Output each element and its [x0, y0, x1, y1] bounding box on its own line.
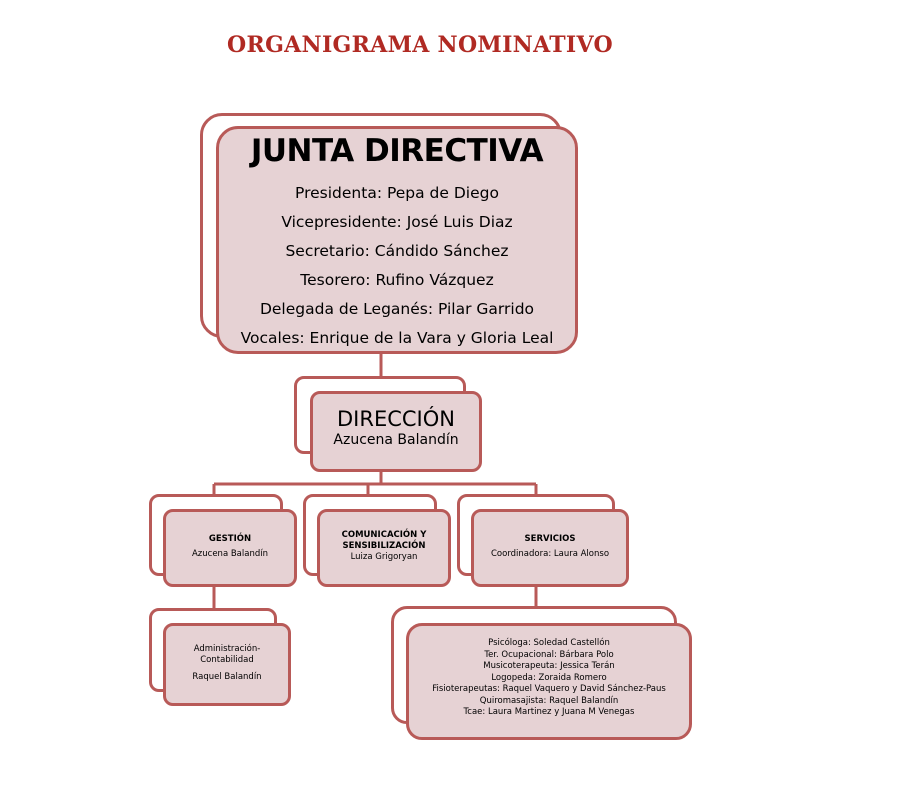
- comunicacion-heading-1: COMUNICACIÓN Y: [341, 530, 427, 540]
- junta-directiva-box: [216, 126, 578, 354]
- direccion-box: [310, 391, 482, 472]
- servicios-box: [471, 509, 629, 587]
- administracion-box: [163, 623, 291, 706]
- page-title: ORGANIGRAMA NOMINATIVO: [227, 32, 613, 58]
- staff-member: Logopeda: Zoraida Romero: [491, 672, 607, 683]
- staff-member: Psicóloga: Soledad Castellón: [488, 638, 610, 648]
- junta-member: Delegada de Leganés: Pilar Garrido: [259, 300, 535, 318]
- gestion-heading: GESTIÓN: [208, 534, 252, 544]
- gestion-name: Azucena Balandín: [191, 549, 268, 559]
- staff-member: Tcae: Laura Martinez y Juana M Venegas: [463, 707, 635, 717]
- junta-member: Presidenta: Pepa de Diego: [295, 184, 499, 202]
- junta-member: Tesorero: Rufino Vázquez: [300, 271, 494, 289]
- servicios-staff-box: [406, 623, 692, 740]
- junta-member: Vicepresidente: José Luis Diaz: [281, 213, 513, 231]
- servicios-coordinator: Coordinadora: Laura Alonso: [490, 549, 610, 559]
- comunicacion-box: [317, 509, 451, 587]
- junta-member: Secretario: Cándido Sánchez: [285, 242, 509, 260]
- direccion-name: Azucena Balandín: [333, 432, 459, 448]
- staff-member: Fisioterapeutas: Raquel Vaquero y David Sánchez-Paus: [432, 684, 666, 694]
- staff-member: Musicoterapeuta: Jessica Terán: [483, 661, 615, 671]
- gestion-box: [163, 509, 297, 587]
- administracion-name: Raquel Balandín: [192, 672, 262, 682]
- junta-directiva-heading: JUNTA DIRECTIVA: [250, 133, 544, 169]
- staff-member: Quiromasajista: Raquel Balandín: [479, 695, 619, 706]
- comunicacion-heading-2: SENSIBILIZACIÓN: [342, 541, 426, 551]
- comunicacion-name: Luiza Grigoryan: [350, 552, 418, 562]
- junta-directiva-members: [219, 179, 575, 353]
- administracion-label-1: Administración-: [193, 644, 261, 654]
- junta-member: Vocales: Enrique de la Vara y Gloria Leal: [240, 329, 554, 347]
- servicios-heading: SERVICIOS: [524, 534, 576, 544]
- staff-member: Ter. Ocupacional: Bárbara Polo: [484, 649, 614, 660]
- administracion-label-2: Contabilidad: [200, 655, 254, 665]
- servicios-staff-members: [409, 638, 689, 719]
- direccion-heading: DIRECCIÓN: [337, 407, 455, 431]
